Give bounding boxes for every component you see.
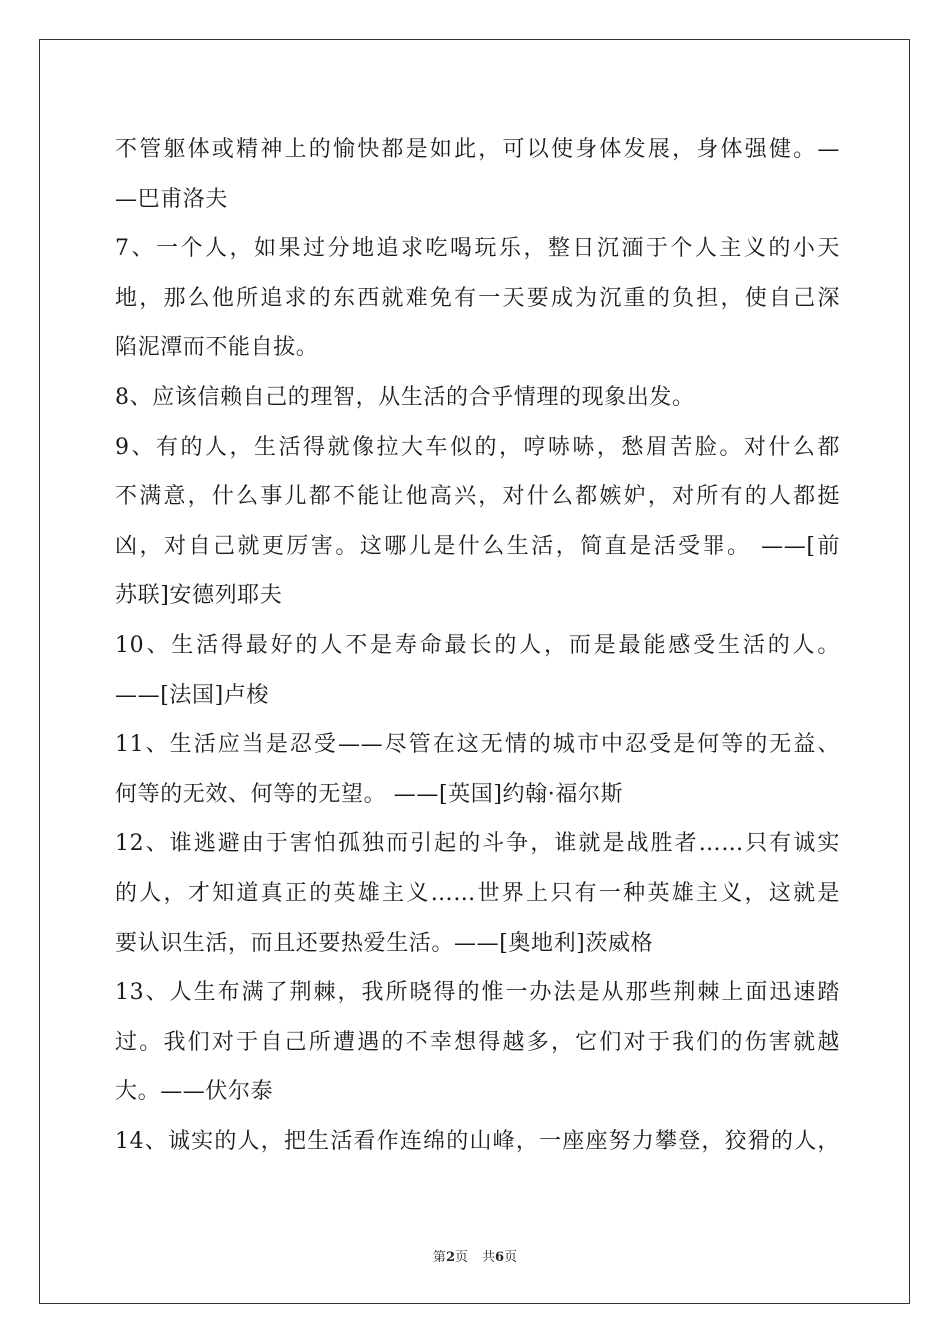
page-number: 2 (445, 1250, 455, 1265)
text-line: 14、诚实的人，把生活看作连绵的山峰，一座座努力攀登，狡猾的人， (115, 1128, 840, 1154)
page-suffix: 页 (454, 1250, 468, 1265)
document-body (115, 125, 840, 1166)
text-line: 11、生活应当是忍受——尽管在这无情的城市中忍受是何等的无益、 (115, 732, 840, 758)
text-line: 何等的无效、何等的无望。 ——[英国]约翰·福尔斯 (115, 781, 624, 807)
text-line: 不满意，什么事儿都不能让他高兴，对什么都嫉妒，对所有的人都挺 (115, 484, 840, 510)
text-line: 8、应该信赖自己的理智，从生活的合乎情理的现象出发。 (115, 384, 695, 410)
text-line: 10、生活得最好的人不是寿命最长的人，而是最能感受生活的人。 (115, 632, 840, 658)
text-line: 苏联]安德列耶夫 (115, 583, 283, 609)
text-line: 9、有的人，生活得就像拉大车似的，哼哧哧，愁眉苦脸。对什么都 (115, 434, 840, 460)
total-suffix: 页 (504, 1250, 518, 1265)
text-line: 过。我们对于自己所遭遇的不幸想得越多，它们对于我们的伤害就越 (115, 1029, 840, 1055)
text-line: 不管躯体或精神上的愉快都是如此，可以使身体发展，身体强健。— (115, 137, 840, 162)
text-line: 的人，才知道真正的英雄主义……世界上只有一种英雄主义，这就是 (115, 880, 840, 906)
text-line: 7、一个人，如果过分地追求吃喝玩乐，整日沉湎于个人主义的小天 (115, 236, 840, 262)
text-line: 凶，对自己就更厉害。这哪儿是什么生活，简直是活受罪。 ——[前 (115, 533, 840, 559)
page-footer (0, 1246, 950, 1265)
text-line: 12、谁逃避由于害怕孤独而引起的斗争，谁就是战胜者……只有诚实 (115, 831, 840, 857)
text-line: 大。——伏尔泰 (115, 1079, 274, 1105)
page-prefix: 第 (432, 1250, 446, 1265)
text-line: —巴甫洛夫 (115, 186, 229, 212)
text-line: 要认识生活，而且还要热爱生活。——[奥地利]茨威格 (115, 930, 654, 956)
text-line: 地，那么他所追求的东西就难免有一天要成为沉重的负担，使自己深 (115, 285, 840, 311)
text-line: ——[法国]卢梭 (115, 682, 269, 708)
total-prefix: 共 (482, 1250, 496, 1265)
text-line: 陷泥潭而不能自拔。 (115, 335, 319, 361)
total-pages: 6 (495, 1250, 505, 1265)
text-line: 13、人生布满了荆棘，我所晓得的惟一办法是从那些荆棘上面迅速踏 (115, 980, 840, 1006)
